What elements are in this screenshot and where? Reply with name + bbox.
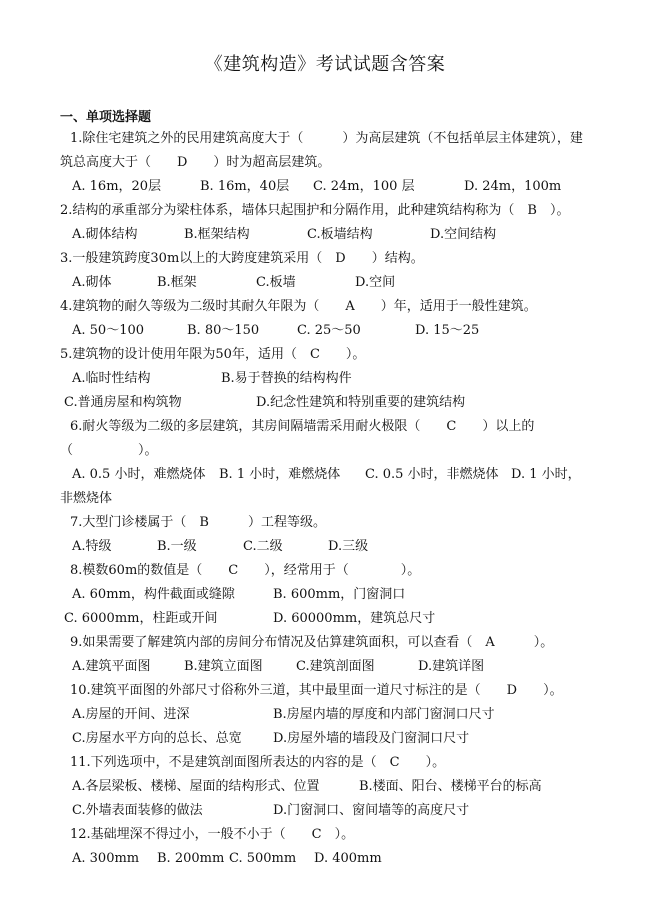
q10-option-d: D.房屋外墙的墙段及门窗洞口尺寸	[273, 731, 470, 746]
q3-option-c: C.板墙	[256, 275, 296, 290]
q12-option-c: C. 500mm	[229, 851, 297, 866]
q2-option-b: B.框架结构	[184, 227, 250, 242]
q8-option-b: B. 600mm，门窗洞口	[273, 587, 406, 602]
q9-option-a: A.建筑平面图	[72, 659, 151, 674]
q8-option-c: C. 6000mm，柱距或开间	[64, 611, 218, 626]
q7-option-a: A.特级	[72, 539, 112, 554]
q3-option-d: D.空间	[355, 275, 396, 290]
q4-option-a: A. 50～100	[72, 323, 145, 338]
q9-option-c: C.建筑剖面图	[296, 659, 375, 674]
q2-text: 2.结构的承重部分为梁柱体系，墙体只起围护和分隔作用，此种建筑结构称为（ B ）。	[60, 203, 570, 218]
q9-option-b: B.建筑立面图	[184, 659, 263, 674]
q12-text: 12.基础埋深不得过小，一般不小于（ C ）。	[70, 827, 355, 842]
q11-option-d: D.门窗洞口、窗间墙等的高度尺寸	[273, 803, 470, 818]
q7-option-d: D.三级	[328, 539, 369, 554]
q4-option-c: C. 25～50	[297, 323, 361, 338]
q9-option-d: D.建筑详图	[418, 659, 485, 674]
q12-option-b: B. 200mm	[157, 851, 225, 866]
q2-option-a: A.砌体结构	[72, 227, 138, 242]
q10-option-a: A.房屋的开间、进深	[72, 707, 190, 722]
q1-option-a: A. 16m，20层	[72, 179, 162, 194]
q3-option-a: A.砌体	[72, 275, 112, 290]
q4-option-d: D. 15～25	[415, 323, 480, 338]
q10-option-b: B.房屋内墙的厚度和内部门窗洞口尺寸	[273, 707, 495, 722]
q6-option-a: A. 0.5 小时，难燃烧体	[72, 467, 206, 482]
q10-text: 10.建筑平面图的外部尺寸俗称外三道，其中最里面一道尺寸标注的是（ D ）。	[70, 683, 563, 698]
q6-line2: （ ）。	[60, 443, 158, 458]
q7-option-c: C.二级	[243, 539, 283, 554]
q1-line1: 1.除住宅建筑之外的民用建筑高度大于（ ）为高层建筑（不包括单层主体建筑），建	[70, 131, 583, 146]
q1-option-b: B. 16m，40层	[200, 179, 290, 194]
q7-option-b: B.一级	[157, 539, 197, 554]
q8-option-d: D. 60000mm，建筑总尺寸	[273, 611, 436, 626]
q1-option-d: D. 24m，100m	[464, 179, 562, 194]
q11-text: 11.下列选项中，不是建筑剖面图所表达的内容的是（ C ）。	[70, 755, 446, 770]
q4-text: 4.建筑物的耐久等级为二级时其耐久年限为（ A ）年，适用于一般性建筑。	[60, 299, 537, 314]
q8-option-a: A. 60mm，构件截面或缝隙	[72, 587, 235, 602]
q6-option-c: C. 0.5 小时，非燃烧体	[365, 467, 499, 482]
document-title: 《建筑构造》考试试题含答案	[204, 54, 446, 75]
q2-option-d: D.空间结构	[430, 227, 497, 242]
q9-text: 9.如果需要了解建筑内部的房间分布情况及估算建筑面积，可以查看（ A ）。	[70, 635, 554, 650]
q7-text: 7.大型门诊楼属于（ B ）工程等级。	[70, 515, 326, 530]
section-heading: 一、单项选择题	[60, 110, 152, 125]
q5-text: 5.建筑物的设计使用年限为50年，适用（ C ）。	[60, 347, 366, 362]
q6-line1: 6.耐火等级为二级的多层建筑，其房间隔墙需采用耐火极限（ C ）以上的	[70, 419, 535, 434]
q5-option-c: C.普通房屋和构筑物	[64, 395, 182, 410]
q12-option-d: D. 400mm	[314, 851, 382, 866]
q1-line2: 筑总高度大于（ D ）时为超高层建筑。	[60, 155, 331, 170]
q3-text: 3.一般建筑跨度30m以上的大跨度建筑采用（ D ）结构。	[60, 251, 424, 266]
q5-option-b: B.易于替换的结构构件	[221, 371, 352, 386]
q11-option-b: B.楼面、阳台、楼梯平台的标高	[359, 779, 542, 794]
q10-option-c: C.房屋水平方向的总长、总宽	[72, 731, 242, 746]
q6-option-d: D. 1 小时，	[511, 467, 581, 482]
q6-option-b: B. 1 小时，难燃烧体	[219, 467, 341, 482]
q2-option-c: C.板墙结构	[307, 227, 373, 242]
q6-option-d-cont: 非燃烧体	[60, 491, 113, 506]
q5-option-d: D.纪念性建筑和特别重要的建筑结构	[256, 395, 466, 410]
q1-option-c: C. 24m，100 层	[313, 179, 415, 194]
q3-option-b: B.框架	[157, 275, 197, 290]
q11-option-c: C.外墙表面装修的做法	[72, 803, 203, 818]
q5-option-a: A.临时性结构	[72, 371, 151, 386]
q11-option-a: A.各层梁板、楼梯、屋面的结构形式、位置	[72, 779, 320, 794]
q8-text: 8.模数60m的数值是（ C ），经常用于（ ）。	[70, 563, 421, 578]
q12-option-a: A. 300mm	[72, 851, 140, 866]
q4-option-b: B. 80～150	[187, 323, 260, 338]
